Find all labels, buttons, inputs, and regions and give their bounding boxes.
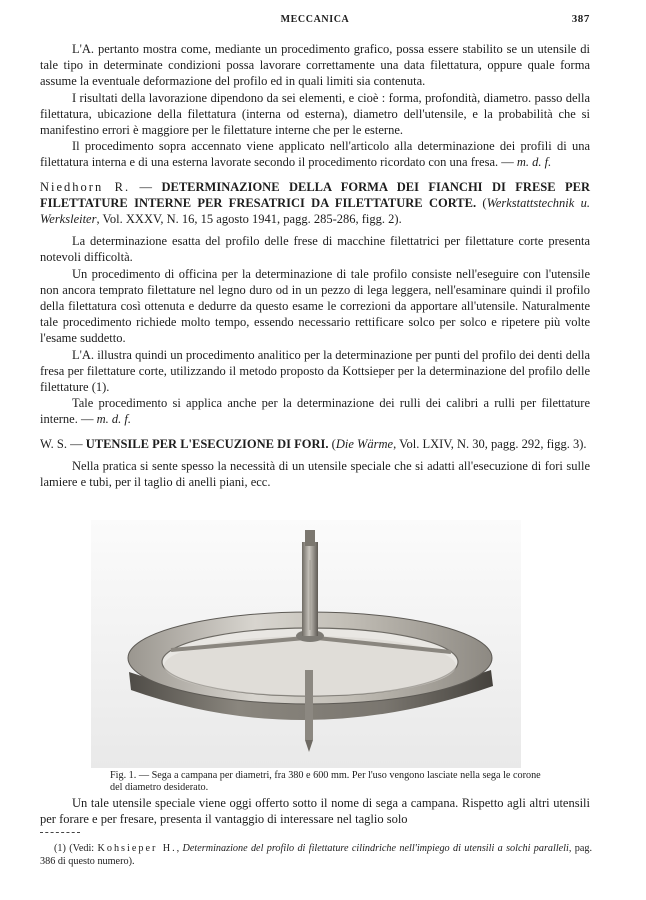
entry-1-paragraph-3: L'A. illustra quindi un procedimento analitico per la determinazione per punti del profilo dei denti della fresa per filettature corte, utilizzando il metodo proposto da Kottsieper per la determinazione del profilo delle filettature (1). [40, 347, 590, 395]
intro-paragraph-3 [40, 138, 590, 170]
entry-1-source-details: , Vol. XXXV, N. 16, 15 agosto 1941, pagg. 285-286, figg. 2). [96, 212, 402, 227]
entry-2-journal: Die Wärme [335, 436, 394, 451]
entry-1-paragraph-4 [40, 395, 590, 427]
entry-1-title: DETERMINAZIONE DELLA FORMA DEI FIANCHI DI FRESE PER FILETTATURE INTERNE PER FRESATRICI DA FILETTATURE CORTE. [40, 179, 590, 210]
entry-2-source-details: , Vol. LXIV, N. 30, pagg. 292, figg. 3). [393, 436, 587, 451]
entry-2-title: UTENSILE PER L'ESECUZIONE DI FORI. [85, 436, 329, 451]
intro-paragraph-1: L'A. pertanto mostra come, mediante un procedimento grafico, possa essere stabilito se un utensile di tale tipo in determinate condizioni possa lavorare correttamente una data filettatura, oppure quale forma assume la eventuale deformazione del profilo ed in quali limiti sia contenuta. [40, 42, 590, 89]
intro-paragraph-3-text: Il procedimento sopra accennato viene applicato nell'articolo alla determinazione dei profili di una filettatura interna e di una esterna lavorate secondo il procedimento ricordato con una fresa. — [40, 139, 590, 170]
entry-1-dash: — [130, 179, 162, 194]
main-text [40, 41, 590, 490]
entry-1-paragraph-4-text: Tale procedimento si applica anche per la determinazione dei rulli dei calibri a rulli per filettature interne. — [40, 396, 590, 427]
figure-caption: Fig. 1. — Sega a campana per diametri, fra 380 e 600 mm. Per l'uso vengono lasciate nella sega le corone del diametro desiderato. [110, 770, 541, 793]
entry-1-paragraph-2: Un procedimento di officina per la determinazione di tale profilo consiste nell'eseguire con l'utensile non ancora temprato filettature nel legno duro od in un pezzo di lega leggera, nell'esaminare quindi il profilo della filettatura così ottenuta e dedurre da questo esame le correzioni da apportare all'utensile. Naturalmente tale procedimento richiede molto tempo, essendo necessario rettificare solco per solco e ripetere più volte l'esame suddetto. [40, 266, 590, 346]
entry-2-source-open: ( [328, 436, 336, 451]
footnote-marker: (1) (Vedi: [54, 843, 95, 854]
footnote-rest: , pag. 386 di questo numero). [40, 843, 593, 867]
footnote-rule [40, 832, 80, 833]
continuation-paragraph-1: Un tale utensile speciale viene oggi offerto sotto il nome di sega a campana. Rispetto agli altri utensili per forare e per fresare, presenta il vantaggio di interessare nel taglio solo [40, 796, 590, 827]
entry-1-signature: m. d. f. [96, 412, 131, 427]
entry-2-heading [40, 436, 590, 452]
entry-1-paragraph-1: La determinazione esatta del profilo delle frese di macchine filettatrici per filettature corte presenta notevoli difficoltà. [40, 234, 590, 265]
footnote-1: (1) (Vedi: Kohsieper H., Determinazione del profilo di filettature cilindriche nell'impiego di utensili a solchi paralleli, pag. 386 di questo numero). [40, 843, 593, 867]
hole-saw-illustration [91, 520, 521, 768]
entry-2-paragraph-1: Nella pratica si sente spesso la necessità di un utensile speciale che si adatti all'esecuzione di fori sulle lamiere e tubi, per il taglio di anelli piani, ecc. [40, 458, 590, 490]
drill-bit [305, 670, 313, 740]
entry-1-author: Niedhorn R. [40, 179, 131, 194]
footnote-author: Kohsieper H. [97, 843, 177, 854]
footnote [40, 842, 592, 868]
intro-paragraph-2: I risultati della lavorazione dipendono da sei elementi, e cioè : forma, profondità, diametro. passo della filettatura, ubicazione della filettatura (interna od esterna), diametro dell'utensile, e la probabilità che si manifestino errori è maggiore per le filettature interne che per le esterne. [40, 90, 590, 138]
entry-2-author: W. S. [40, 436, 67, 451]
entry-1-source-open: ( [476, 195, 487, 210]
continuation-text [40, 795, 590, 827]
running-header [40, 14, 590, 28]
footnote-title: Determinazione del profilo di filettature cilindriche nell'impiego di utensili a solchi paralleli [182, 843, 569, 854]
page-number: 387 [571, 13, 590, 25]
entry-2-dash: — [66, 436, 86, 451]
intro-signature: m. d. f. [516, 155, 552, 170]
shaft-tang [305, 530, 315, 546]
running-title: MECCANICA [280, 14, 350, 25]
figure-photo [91, 520, 521, 768]
entry-1-journal: Werkstattstechnik u. Werksleiter [40, 195, 590, 227]
entry-1-heading [40, 179, 590, 228]
